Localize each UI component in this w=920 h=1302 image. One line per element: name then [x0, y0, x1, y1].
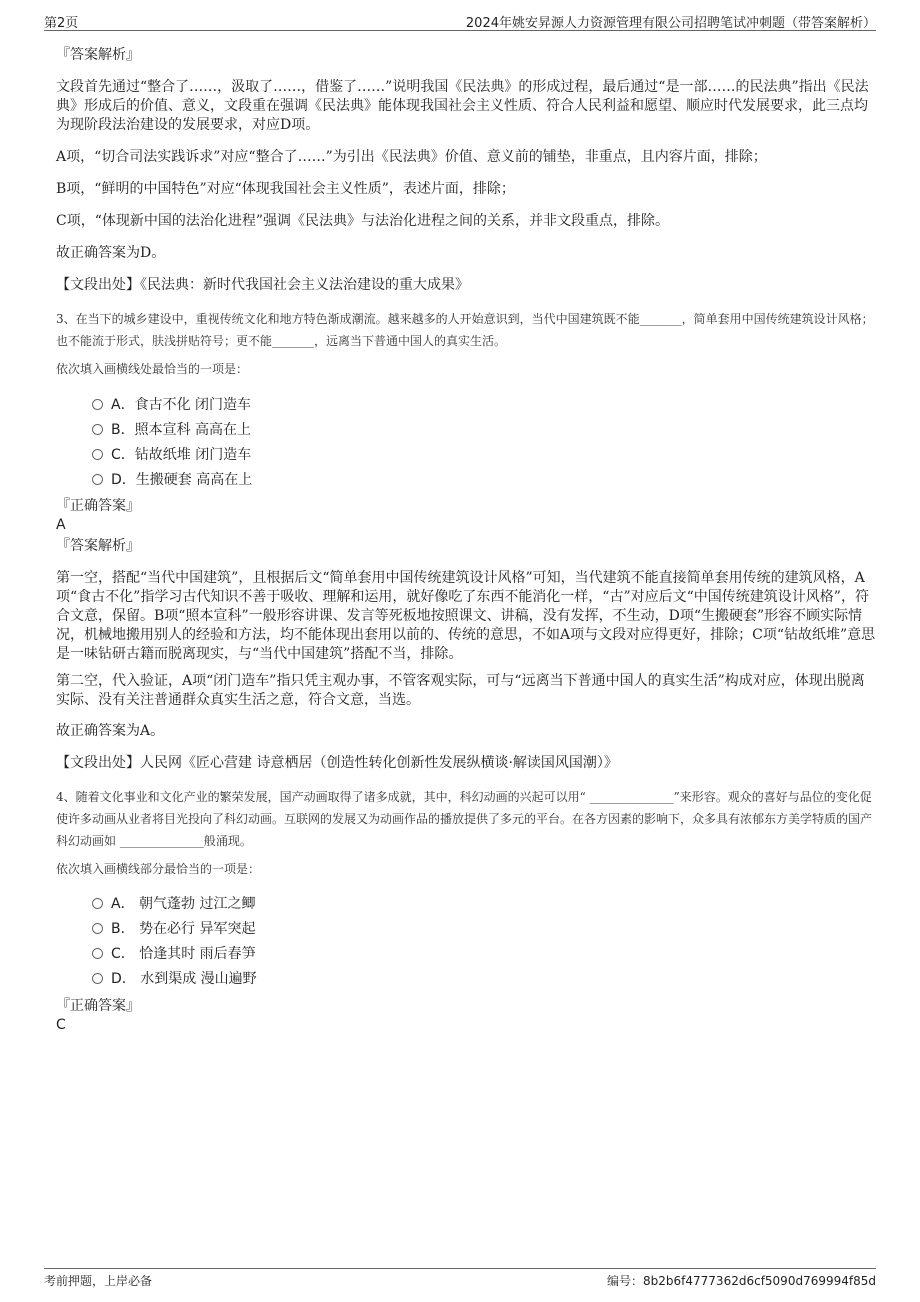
- q3-analysis-paragraph-2: 第二空，代入验证，A项“闭门造车”指只凭主观办事，不管客观实际，可与“远离当下普通中国人的真实生活”构成对应，体现出脱离实际、没有关注普通群众真实生活之意，符合文意，当选。: [56, 673, 865, 708]
- radio-icon[interactable]: [92, 948, 103, 959]
- q3-conclusion: 故正确答案为A。: [56, 723, 165, 739]
- radio-icon[interactable]: [92, 973, 103, 984]
- q4-option-c[interactable]: C． 恰逢其时 雨后春笋: [92, 944, 256, 964]
- q3-analysis-heading: 『答案解析』: [56, 538, 140, 554]
- q3-analysis-paragraph-1: 第一空，搭配“当代中国建筑”，且根据后文“简单套用中国传统建筑设计风格”可知，当代建筑不能直接简单套用传统的建筑风格，A项“食古不化”指学习古代知识不善于吸收、理解和运用，就好像吃了东西不能消化一样，“古”对应后文“中国传统建筑设计风格”，符合文意，保留。B项“照本宣科”一般形容讲课、发言等死板地按照课文、讲稿，没有发挥，不生动，D项“生搬硬套”形容不顾实际情况，机械地搬用别人的经验和方法，均不能体现出套用以前的、传统的意思，不如A项与文段对应得更好，排除；C项“钻故纸堆”意思是一味钻研古籍而脱离现实，与“当代中国建筑”搭配不当，排除。: [56, 570, 876, 662]
- q3-option-d[interactable]: D．生搬硬套 高高在上: [92, 470, 252, 490]
- document-id: 编号：8b2b6f4777362d6cf5090d769994f85d: [607, 1274, 876, 1288]
- q4-option-a[interactable]: A． 朝气蓬勃 过江之鲫: [92, 894, 255, 914]
- radio-icon[interactable]: [92, 424, 103, 435]
- page-header: [44, 10, 876, 31]
- analysis-paragraph: 文段首先通过“整合了……，汲取了……，借鉴了……”说明我国《民法典》的形成过程，最后通过“是一部……的民法典”指出《民法典》形成后的价值、意义，文段重在强调《民法典》能体现我国社会主义性质、符合人民利益和愿望、顺应时代发展要求，此三点均为现阶段法治建设的发展要求，对应D项。: [56, 79, 869, 133]
- question-3-instruction: 依次填入画横线处最恰当的一项是：: [56, 362, 249, 376]
- conclusion: 故正确答案为D。: [56, 245, 166, 261]
- q3-option-a[interactable]: A．食古不化 闭门造车: [92, 395, 251, 415]
- q4-option-b[interactable]: B． 势在必行 异军突起: [92, 919, 256, 939]
- question-4-instruction: 依次填入画横线部分最恰当的一项是：: [56, 862, 261, 876]
- q4-answer: C: [56, 1017, 66, 1033]
- document-title: 2024年姚安昇源人力资源管理有限公司招聘笔试冲刺题（带答案解析）: [465, 16, 876, 31]
- question-4-stem: 4、随着文化事业和文化产业的繁荣发展，国产动画取得了诸多成就，其中，科幻动画的兴起可以用“ ______________”来形容。观众的喜好与品位的变化促使许多动画从业者将目光投向了科幻动画。互联网的发展又为动画作品的播放提供了多元的平台。在各方因素的影响下，众多具有浓郁东方美学特质的国产科幻动画如 ______________般涌现。: [56, 790, 873, 848]
- radio-icon[interactable]: [92, 923, 103, 934]
- analysis-option-b: B项，“鲜明的中国特色”对应“体现我国社会主义性质”，表述片面，排除；: [56, 181, 515, 197]
- analysis-heading: 『答案解析』: [56, 47, 140, 63]
- page-number: 第2页: [44, 16, 79, 31]
- radio-icon[interactable]: [92, 898, 103, 909]
- footer-slogan: 考前押题，上岸必备: [44, 1274, 153, 1288]
- page-footer: [44, 1268, 876, 1291]
- source-citation: 【文段出处】《民法典：新时代我国社会主义法治建设的重大成果》: [56, 277, 469, 293]
- q3-option-b[interactable]: B．照本宣科 高高在上: [92, 420, 251, 440]
- analysis-option-a: A项，“切合司法实践诉求”对应“整合了……”为引出《民法典》价值、意义前的铺垫，非重点，且内容片面，排除；: [56, 149, 767, 165]
- question-3-stem: 3、在当下的城乡建设中，重视传统文化和地方特色渐成潮流。越来越多的人开始意识到，当代中国建筑既不能_______，简单套用中国传统建筑设计风格；也不能流于形式，肤浅拼贴符号；更不能_______，远离当下普通中国人的真实生活。: [56, 312, 874, 348]
- q3-source-citation: 【文段出处】人民网《匠心营建 诗意栖居（创造性转化创新性发展纵横谈·解读国风国潮）》: [56, 755, 618, 771]
- q3-answer-heading: 『正确答案』: [56, 498, 140, 514]
- q4-answer-heading: 『正确答案』: [56, 998, 140, 1014]
- analysis-option-c: C项，“体现新中国的法治化进程”强调《民法典》与法治化进程之间的关系，并非文段重点，排除。: [56, 213, 670, 229]
- q3-answer: A: [56, 517, 66, 533]
- q3-option-c[interactable]: C．钻故纸堆 闭门造车: [92, 445, 251, 465]
- q4-option-d[interactable]: D． 水到渠成 漫山遍野: [92, 969, 257, 989]
- radio-icon[interactable]: [92, 474, 103, 485]
- radio-icon[interactable]: [92, 449, 103, 460]
- radio-icon[interactable]: [92, 399, 103, 410]
